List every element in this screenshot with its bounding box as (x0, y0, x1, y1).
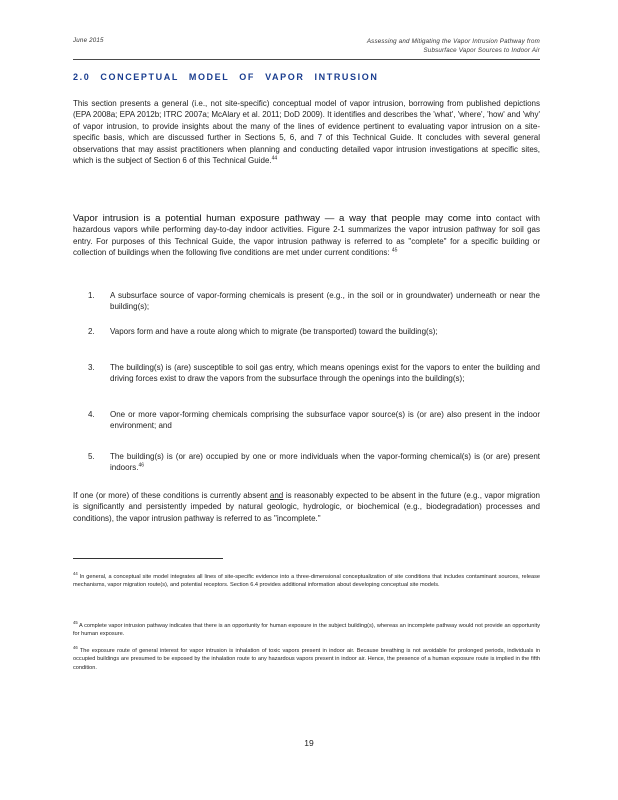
footnote-ref-46: 46 (138, 462, 145, 469)
condition-number: 5. (88, 452, 95, 461)
condition-4 (88, 409, 540, 432)
footnote-number: 44 (73, 571, 78, 577)
footnote-46 (73, 647, 540, 672)
paragraph-intro (73, 98, 540, 166)
header-rule (73, 59, 540, 60)
condition-2 (88, 326, 540, 337)
footnote-text: The exposure route of general interest for vapor intrusion is inhalation of toxic vapors present in indoor air. Because breathing is not avoidable for prolonged periods, individuals in occupied buildings are presumed to be exposed by the inhalation route to any hazardous vapors present in indoor air. Hence, the presence of a human exposure route is implied in the fifth condition. (73, 648, 540, 671)
header-title (280, 37, 540, 55)
header-title-line1: Assessing and Mitigating the Vapor Intrusion Pathway from (366, 38, 540, 45)
paragraph-incomplete (73, 490, 540, 524)
page-number: 19 (304, 738, 314, 748)
condition-5 (88, 451, 540, 474)
footnote-45 (73, 622, 540, 639)
footnote-separator (73, 558, 223, 559)
condition-item-3 (88, 362, 540, 385)
condition-text: One or more vapor-forming chemicals comprising the subsurface vapor source(s) is (or are) also present in the indoor environment; and (110, 410, 540, 431)
footnote-text: A complete vapor intrusion pathway indicates that there is an opportunity for human exposure in the subject building(s), whereas an incomplete pathway would not provide an opportunity for human exposure. (73, 623, 540, 638)
footnote-44 (73, 573, 540, 590)
footnote-number: 45 (73, 620, 78, 626)
condition-number: 3. (88, 363, 95, 372)
condition-text: Vapors form and have a route along which to migrate (be transported) toward the building(s); (110, 327, 438, 336)
condition-text: A subsurface source of vapor-forming chemicals is present (e.g., in the soil or in groundwater) underneath or near the building(s); (110, 291, 540, 312)
condition-text: The building(s) is (or are) occupied by one or more individuals when the vapor-forming chemical(s) is (or are) present indoors. (110, 452, 540, 473)
footnote-ref-45: 45 (391, 247, 398, 254)
header-date: June 2015 (73, 37, 104, 44)
footnote-text: In general, a conceptual site model integrates all lines of site-specific evidence into a three-dimensional conceptualization of site conditions that includes contaminant sources, release mechanisms, vapor migration route(s), and potential receptors. Section 6.4 provides additional information about developing conceptual site models. (73, 574, 540, 589)
condition-number: 2. (88, 327, 95, 336)
paragraph-pathway-text: contact with hazardous vapors while performing day-to-day indoor activities. Figure 2-1 summarizes the vapor intrusion pathway for soil gas entry. For purposes of this Technical Guide, the vapor intrusion pathway is referred to as "complete" for a specific building or collection of buildings when the following five conditions are met under current conditions: (73, 214, 540, 258)
footnote-number: 46 (73, 645, 78, 651)
footnote-ref-44: 44 (271, 155, 278, 162)
condition-number: 4. (88, 410, 95, 419)
condition-text: The building(s) is (are) susceptible to soil gas entry, which means openings exist for the vapors to enter the building and driving forces exist to draw the vapors from the subsurface through the openings into the building(s); (110, 363, 540, 384)
condition-item-5 (88, 451, 540, 474)
paragraph-pathway (73, 213, 540, 259)
condition-3 (88, 362, 540, 385)
condition-1 (88, 290, 540, 313)
condition-item-2 (88, 326, 540, 337)
paragraph-pathway-lead: Vapor intrusion is a potential human exposure pathway — a way that people may come into (73, 213, 492, 224)
paragraph-incomplete-and: and (269, 491, 284, 500)
condition-item-4 (88, 409, 540, 432)
paragraph-incomplete-text-a: If one (or more) of these conditions is currently absent (73, 491, 268, 500)
paragraph-intro-text: This section presents a general (i.e., not site-specific) conceptual model of vapor intrusion, borrowing from published depictions (EPA 2008a; EPA 2012b; ITRC 2007a; McAlary et al. 2011; DoD 2009). It identifies and describes the 'what', 'where', 'how' and 'why' of vapor intrusion, to provide insights about the many of the lines of evidence pertinent to evaluating vapor intrusion on a site-specific basis, which are discussed further in Sections 5, 6, and 7 of this Technical Guide. It concludes with several general observations that may assist practitioners when planning and conducting detailed vapor intrusion investigations at specific sites, which is the subject of Section 6 of this Technical Guide. (73, 99, 540, 166)
header-title-line2: Subsurface Vapor Sources to Indoor Air (423, 47, 540, 54)
section-title: 2.0 CONCEPTUAL MODEL OF VAPOR INTRUSION (73, 72, 379, 82)
condition-number: 1. (88, 291, 95, 300)
condition-item-1 (88, 290, 540, 313)
paragraph-incomplete-text-b: is reasonably expected to be absent in the future (e.g., vapor migration is significantly and persistently impeded by natural geologic, hydrologic, or biochemical (e.g., biodegradation) processes and conditions), the vapor intrusion pathway is referred to as "incomplete." (73, 491, 540, 523)
